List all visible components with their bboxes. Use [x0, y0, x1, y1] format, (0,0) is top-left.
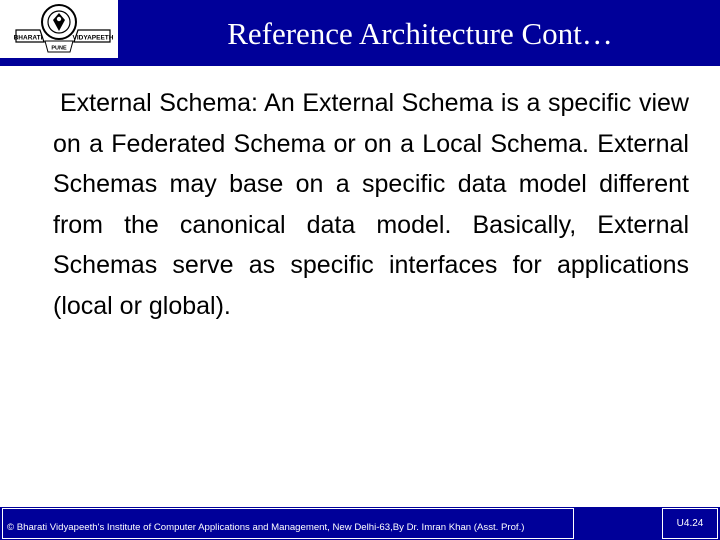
body-paragraph: [53, 83, 689, 326]
page-number: [662, 508, 718, 539]
definition-text: An External Schema is a specific view on a Federated Schema or on a Local Schema. External Schemas may base on a specific data model different from the canonical data model. Basically, External Schemas serve as specific interfaces for applications (local or global).: [53, 89, 689, 320]
slide-title: Reference Architecture Cont…: [227, 16, 613, 51]
term-label: External Schema:: [60, 89, 258, 117]
logo-text-right: VIDYAPEETH: [72, 34, 114, 42]
page-number-text: U4.24: [676, 518, 704, 529]
institute-logo: [0, 0, 118, 58]
emblem-icon: [0, 0, 118, 58]
footer-credit-text: © Bharati Vidyapeeth's Institute of Computer Applications and Management, New Delhi-63,By Dr. Imran Khan (Asst. Prof.): [7, 522, 525, 533]
logo-text-left: BHARATI: [13, 34, 43, 42]
footer-credit: [2, 508, 574, 539]
logo-text-bottom: PUNE: [51, 45, 67, 52]
